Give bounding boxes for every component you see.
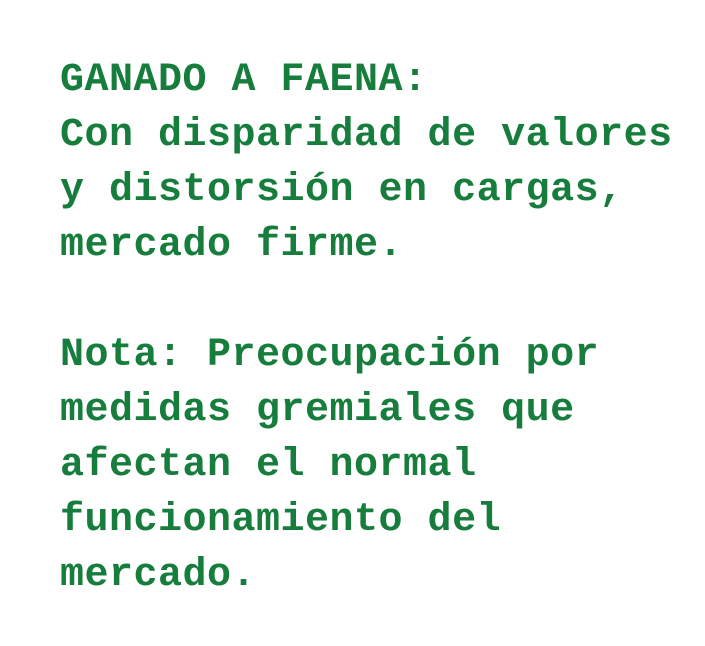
note-line: medidas gremiales que [60, 388, 575, 433]
headline-paragraph [60, 53, 685, 273]
note-line: Nota: Preocupación por [60, 333, 600, 378]
note-line: funcionamiento del [60, 498, 502, 543]
note-line: mercado. [60, 553, 257, 598]
note-paragraph [60, 328, 685, 603]
headline-line: mercado firme. [60, 223, 404, 268]
headline-line: y distorsión en cargas, [60, 168, 624, 213]
note-line: afectan el normal [60, 443, 477, 488]
headline-title: GANADO A FAENA: [60, 58, 428, 103]
headline-line: Con disparidad de valores [60, 113, 673, 158]
